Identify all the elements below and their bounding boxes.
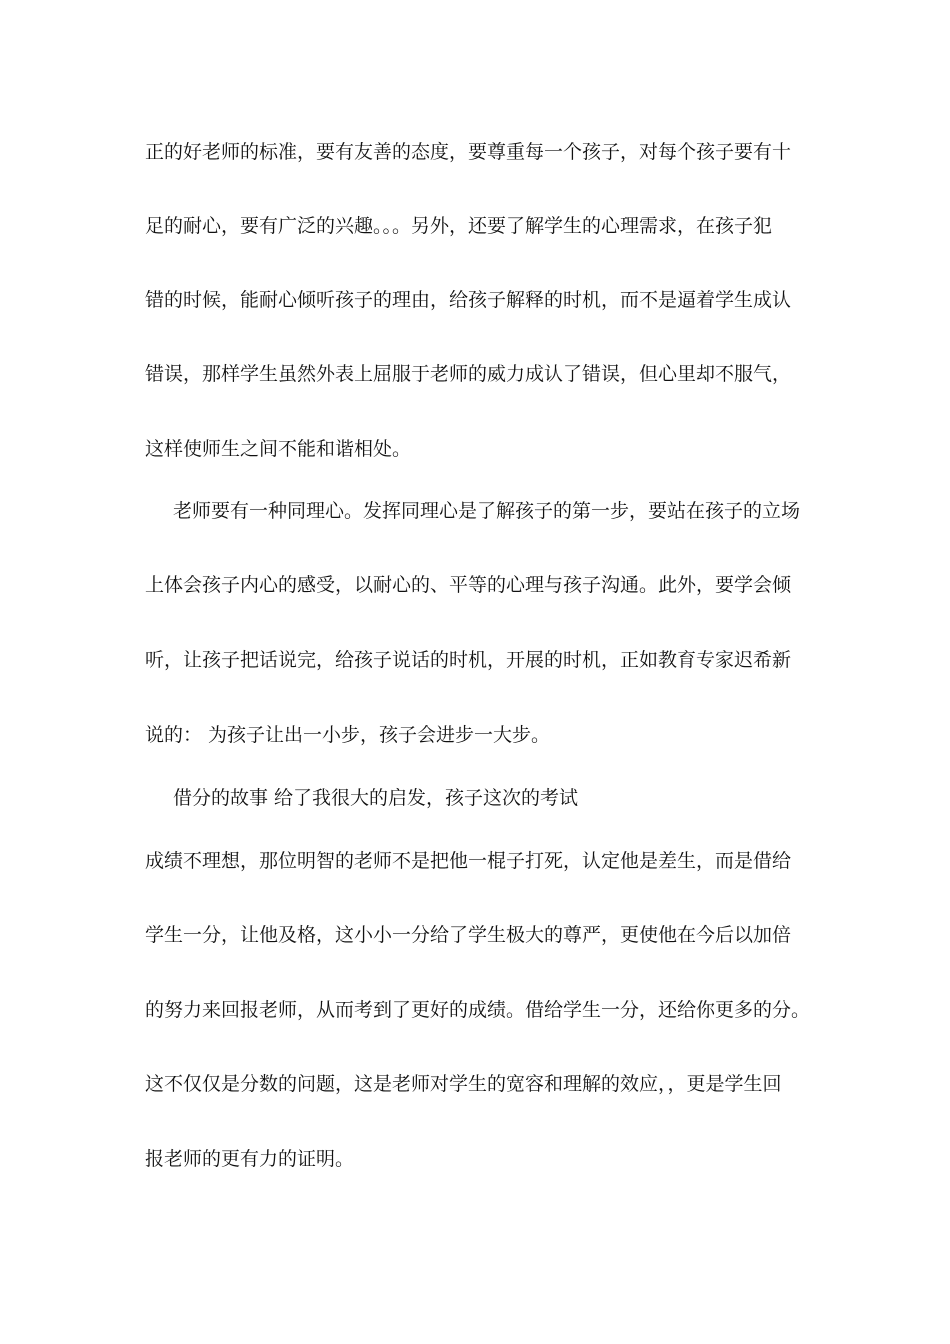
text-line: 正的好老师的标准，要有友善的态度，要尊重每一个孩子，对每个孩子要有十 <box>145 141 792 163</box>
text-line: 足的耐心，要有广泛的兴趣。。。另外，还要了解学生的心理需求，在孩子犯 <box>145 215 773 237</box>
text-line: 听，让孩子把话说完，给孩子说话的时机，开展的时机，正如教育专家迟希新 <box>145 649 792 671</box>
text-line: 这不仅仅是分数的问题，这是老师对学生的宽容和理解的效应，，更是学生回 <box>145 1073 782 1095</box>
text-line: 成绩不理想，那位明智的老师不是把他一棍子打死，认定他是差生，而是借给 <box>145 850 792 872</box>
text-line: 错误，那样学生虽然外表上屈服于老师的威力成认了错误，但心里却不服气， <box>145 363 792 385</box>
paragraph-start-line: 老师要有一种同理心。发挥同理心是了解孩子的第一步，要站在孩子的立场 <box>173 500 801 522</box>
text-line: 错的时候，能耐心倾听孩子的理由，给孩子解释的时机，而不是逼着学生成认 <box>145 289 792 311</box>
paragraph-start-line: 借分的故事 给了我很大的启发，孩子这次的考试 <box>173 787 579 809</box>
text-line: 上体会孩子内心的感受，以耐心的、平等的心理与孩子沟通。此外，要学会倾 <box>145 574 792 596</box>
text-line: 学生一分，让他及格，这小小一分给了学生极大的尊严，更使他在今后以加倍 <box>145 924 792 946</box>
text-line: 的努力来回报老师，从而考到了更好的成绩。借给学生一分，还给你更多的分。 <box>145 999 811 1021</box>
text-line: 报老师的更有力的证明。 <box>145 1148 355 1170</box>
text-line: 这样使师生之间不能和谐相处。 <box>145 438 412 460</box>
text-line: 说的： 为孩子让出一小步，孩子会进步一大步。 <box>145 724 551 746</box>
